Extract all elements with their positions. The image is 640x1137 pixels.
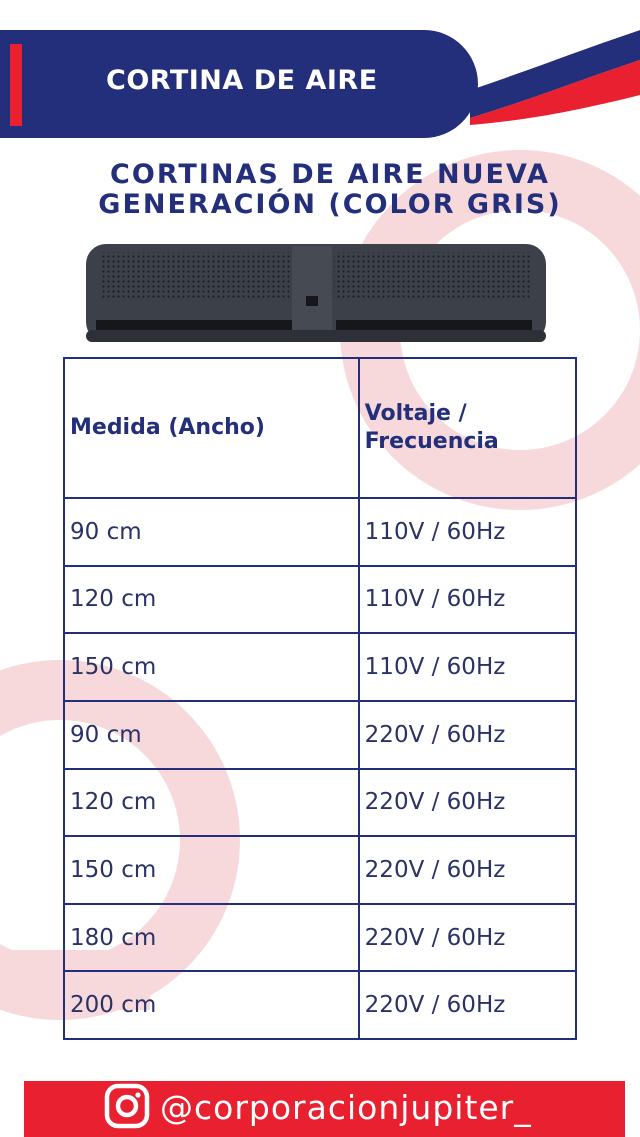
instagram-icon[interactable]	[104, 1083, 150, 1129]
cell-voltaje: 220V / 60Hz	[359, 836, 576, 904]
table-row	[64, 769, 576, 837]
header-title: CORTINA DE AIRE	[106, 65, 378, 96]
cell-voltaje: 220V / 60Hz	[359, 701, 576, 769]
cell-medida: 180 cm	[64, 904, 359, 972]
header-accent-stripe	[10, 44, 22, 126]
air-curtain-product-image	[86, 244, 546, 342]
column-header-voltaje	[359, 358, 576, 498]
page-title-line1: CORTINAS DE AIRE NUEVA	[110, 159, 550, 190]
table-header-row	[64, 358, 576, 498]
column-header-voltaje-line2: Frecuencia	[364, 429, 499, 455]
cell-voltaje: 110V / 60Hz	[359, 633, 576, 701]
column-header-medida: Medida (Ancho)	[64, 358, 359, 498]
cell-voltaje: 220V / 60Hz	[359, 769, 576, 837]
cell-voltaje: 110V / 60Hz	[359, 498, 576, 566]
cell-medida: 200 cm	[64, 971, 359, 1039]
table-row	[64, 701, 576, 769]
cell-medida: 150 cm	[64, 633, 359, 701]
cell-medida: 120 cm	[64, 769, 359, 837]
table-row	[64, 633, 576, 701]
page-title-line2: GENERACIÓN (COLOR GRIS)	[98, 189, 562, 220]
cell-voltaje: 110V / 60Hz	[359, 566, 576, 634]
table-row	[64, 566, 576, 634]
cell-medida: 90 cm	[64, 498, 359, 566]
cell-medida: 150 cm	[64, 836, 359, 904]
instagram-handle-link[interactable]: @corporacionjupiter_	[160, 1088, 532, 1127]
table-row	[64, 498, 576, 566]
page-title	[60, 160, 600, 220]
table-row	[64, 836, 576, 904]
table-row	[64, 904, 576, 972]
cell-voltaje: 220V / 60Hz	[359, 971, 576, 1039]
cell-medida: 90 cm	[64, 701, 359, 769]
table-row	[64, 971, 576, 1039]
cell-medida: 120 cm	[64, 566, 359, 634]
column-header-voltaje-line1: Voltaje /	[364, 401, 467, 427]
specs-table	[63, 357, 577, 1040]
cell-voltaje: 220V / 60Hz	[359, 904, 576, 972]
